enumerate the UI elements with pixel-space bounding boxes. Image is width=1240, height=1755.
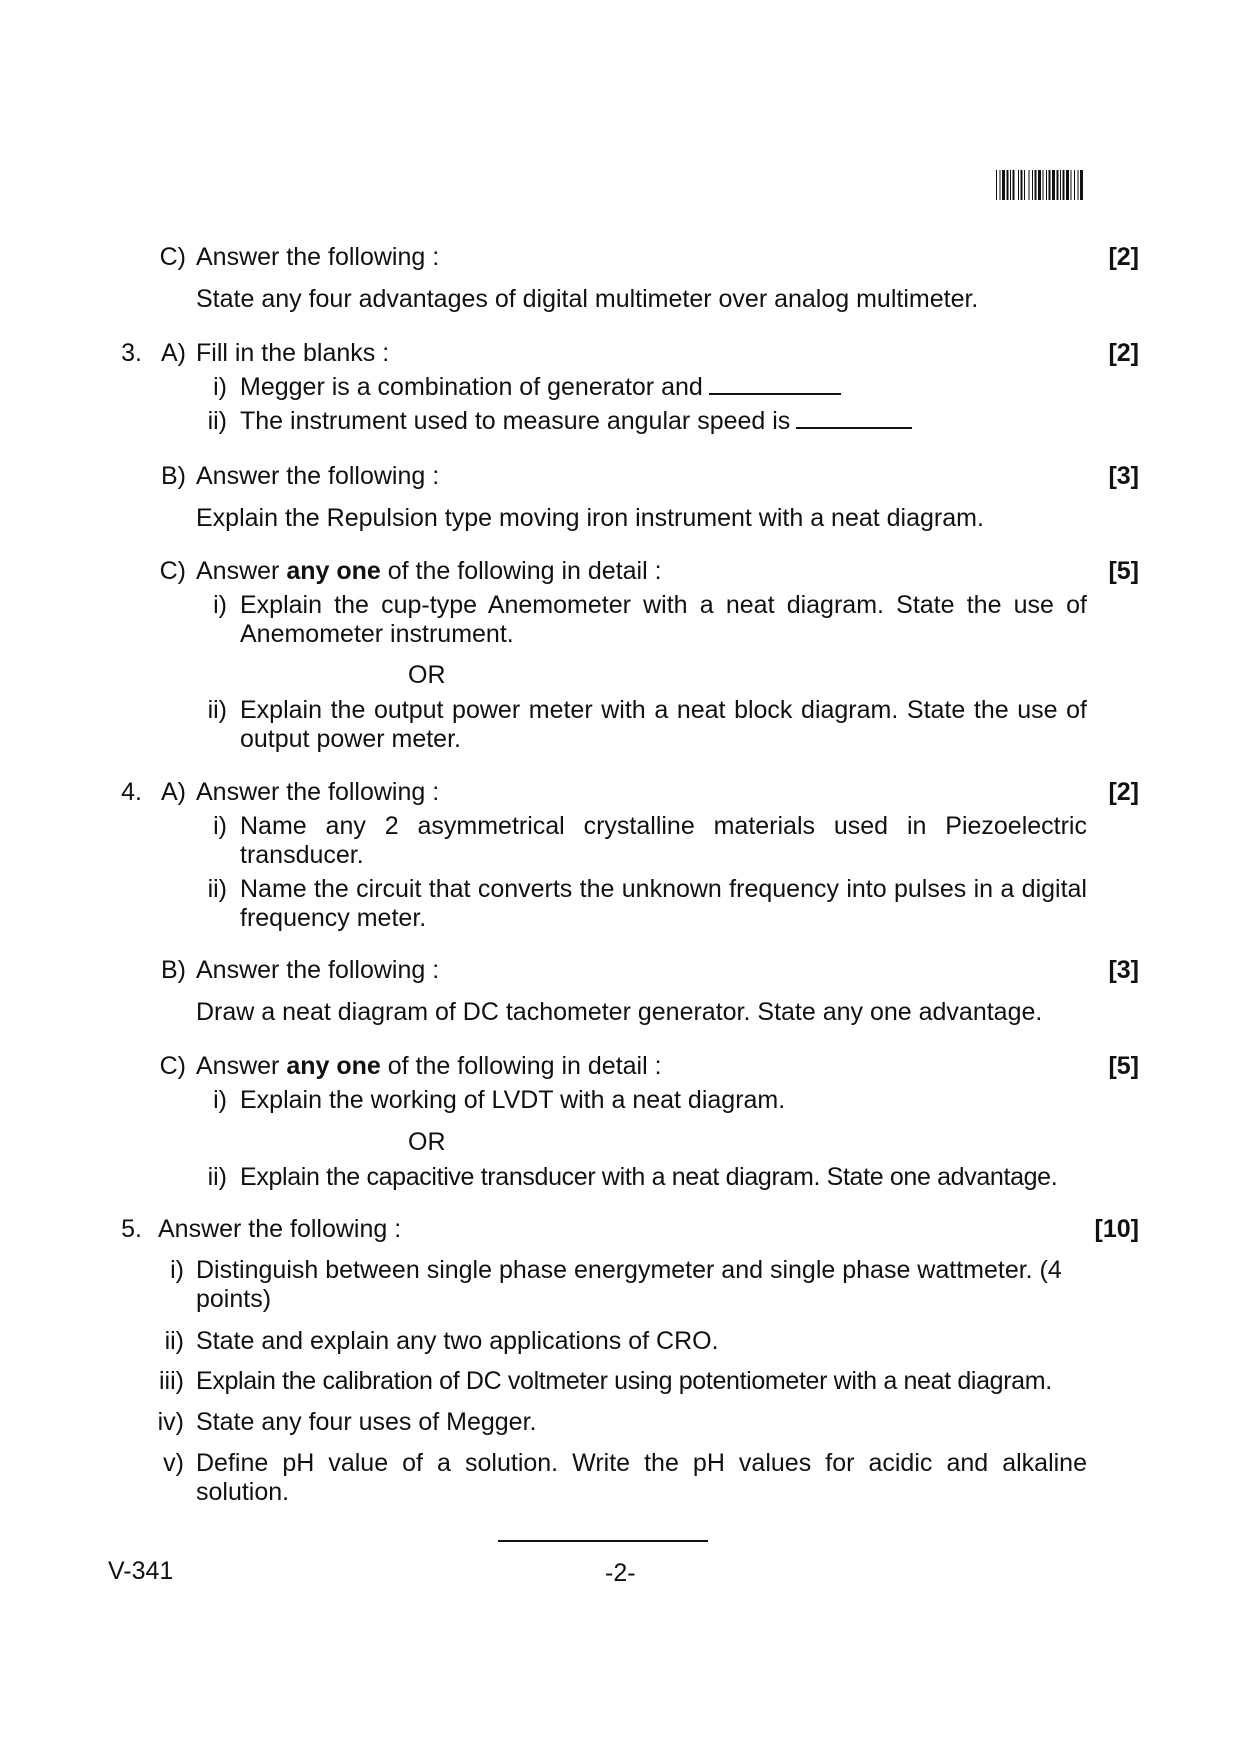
barcode-bar: [1057, 170, 1059, 200]
barcode-bar: [1002, 170, 1005, 200]
q5-item-text: Define pH value of a solution. Write the pH values for acidic and alkaline solution.: [196, 1449, 1087, 1506]
barcode-bar: [1010, 170, 1011, 200]
barcode-bar: [1000, 170, 1001, 200]
q5-item-text: Distinguish between single phase energymeter and single phase wattmeter. (4 points): [196, 1256, 1062, 1313]
q3c-item-label: ii): [207, 696, 227, 724]
q3-number: 3.: [121, 339, 142, 367]
barcode-bar: [1035, 170, 1037, 200]
q5-item-text: State any four uses of Megger.: [196, 1408, 537, 1436]
q4a-marks: [2]: [1108, 778, 1139, 806]
barcode-bar: [1021, 170, 1023, 200]
q4b-text: Draw a neat diagram of DC tachometer generator. State any one advantage.: [196, 998, 1043, 1026]
barcode-bar: [1071, 170, 1072, 200]
answer-blank: [796, 407, 912, 429]
q4b-label: B): [161, 956, 186, 984]
q5-item-text: Explain the calibration of DC voltmeter using potentiometer with a neat diagram.: [196, 1367, 1052, 1395]
q4c-item-text: Explain the capacitive transducer with a neat diagram. State one advantage.: [240, 1163, 1058, 1191]
q4a-item-text: Name the circuit that converts the unknown frequency into pulses in a digital frequency meter.: [240, 875, 1087, 932]
q4c-or: OR: [408, 1128, 446, 1156]
q5-heading: Answer the following :: [158, 1215, 402, 1243]
barcode-bar: [1024, 170, 1025, 200]
page-number: -2-: [605, 1559, 636, 1587]
q4a-item-label: i): [213, 812, 227, 840]
q4a-label: A): [161, 778, 186, 806]
q4a-item-label: ii): [207, 875, 227, 903]
q4c-label: C): [159, 1052, 186, 1080]
q4b-marks: [3]: [1108, 956, 1139, 984]
barcode-bar: [1018, 170, 1019, 200]
barcode-bar: [1046, 170, 1047, 200]
q3a-item-label: i): [213, 373, 227, 401]
q5-marks: [10]: [1094, 1215, 1139, 1243]
q2c-heading: Answer the following :: [196, 243, 440, 271]
barcode-bar: [1007, 170, 1009, 200]
q3b-label: B): [161, 462, 186, 490]
q4c-heading: Answer any one of the following in detail :: [196, 1052, 662, 1080]
barcode-bar: [1038, 170, 1041, 200]
q5-item-label: iii): [159, 1367, 184, 1395]
q3c-item-label: i): [213, 591, 227, 619]
q4c-marks: [5]: [1108, 1052, 1139, 1080]
q4-number: 4.: [121, 778, 142, 806]
q3a-item-label: ii): [207, 407, 227, 435]
barcode-bar: [1060, 170, 1061, 200]
q4a-item-text: Name any 2 asymmetrical crystalline materials used in Piezoelectric transducer.: [240, 812, 1087, 869]
q3a-label: A): [161, 339, 186, 367]
barcode-bar: [1074, 170, 1075, 200]
q3c-label: C): [159, 557, 186, 585]
barcode-bar: [1052, 170, 1055, 200]
q4b-heading: Answer the following :: [196, 956, 440, 984]
q3b-marks: [3]: [1108, 462, 1139, 490]
q2c-label: C): [159, 243, 186, 271]
barcode-bar: [1066, 170, 1069, 200]
barcode-bar: [1078, 170, 1079, 200]
q5-item-text: State and explain any two applications of CRO.: [196, 1327, 719, 1355]
barcode-bar: [1049, 170, 1051, 200]
answer-blank: [709, 373, 841, 395]
end-rule: [498, 1540, 708, 1542]
q3c-or: OR: [408, 661, 446, 689]
barcode-bar: [996, 170, 997, 200]
q3a-marks: [2]: [1108, 339, 1139, 367]
q3c-heading: Answer any one of the following in detail :: [196, 557, 662, 585]
q3a-item-text: Megger is a combination of generator and: [240, 373, 841, 402]
q3c-marks: [5]: [1108, 557, 1139, 585]
barcode-icon: [996, 170, 1140, 200]
q4c-item-text: Explain the working of LVDT with a neat diagram.: [240, 1086, 786, 1114]
q3b-text: Explain the Repulsion type moving iron instrument with a neat diagram.: [196, 504, 984, 532]
q4c-item-label: i): [213, 1086, 227, 1114]
q3a-item-text: The instrument used to measure angular speed is: [240, 407, 912, 436]
barcode-bar: [1032, 170, 1033, 200]
q4a-heading: Answer the following :: [196, 778, 440, 806]
q5-item-label: ii): [164, 1327, 184, 1355]
q5-item-label: v): [163, 1449, 184, 1477]
q2c-marks: [2]: [1108, 243, 1139, 271]
barcode-bar: [1080, 170, 1083, 200]
barcode-bar: [1013, 170, 1015, 200]
barcode-bar: [1043, 170, 1044, 200]
q5-item-label: iv): [157, 1408, 184, 1436]
q4c-item-label: ii): [207, 1163, 227, 1191]
q5-item-label: i): [170, 1256, 184, 1284]
q3a-heading: Fill in the blanks :: [196, 339, 390, 367]
q3c-item-text: Explain the cup-type Anemometer with a neat diagram. State the use of Anemometer instrument.: [240, 591, 1087, 648]
q3b-heading: Answer the following :: [196, 462, 440, 490]
barcode-bar: [1029, 170, 1030, 200]
paper-code: V-341: [108, 1557, 174, 1585]
q5-number: 5.: [121, 1215, 142, 1243]
barcode-bar: [1063, 170, 1065, 200]
q3c-item-text: Explain the output power meter with a neat block diagram. State the use of output power meter.: [240, 696, 1087, 753]
q2c-text: State any four advantages of digital multimeter over analog multimeter.: [196, 285, 979, 313]
